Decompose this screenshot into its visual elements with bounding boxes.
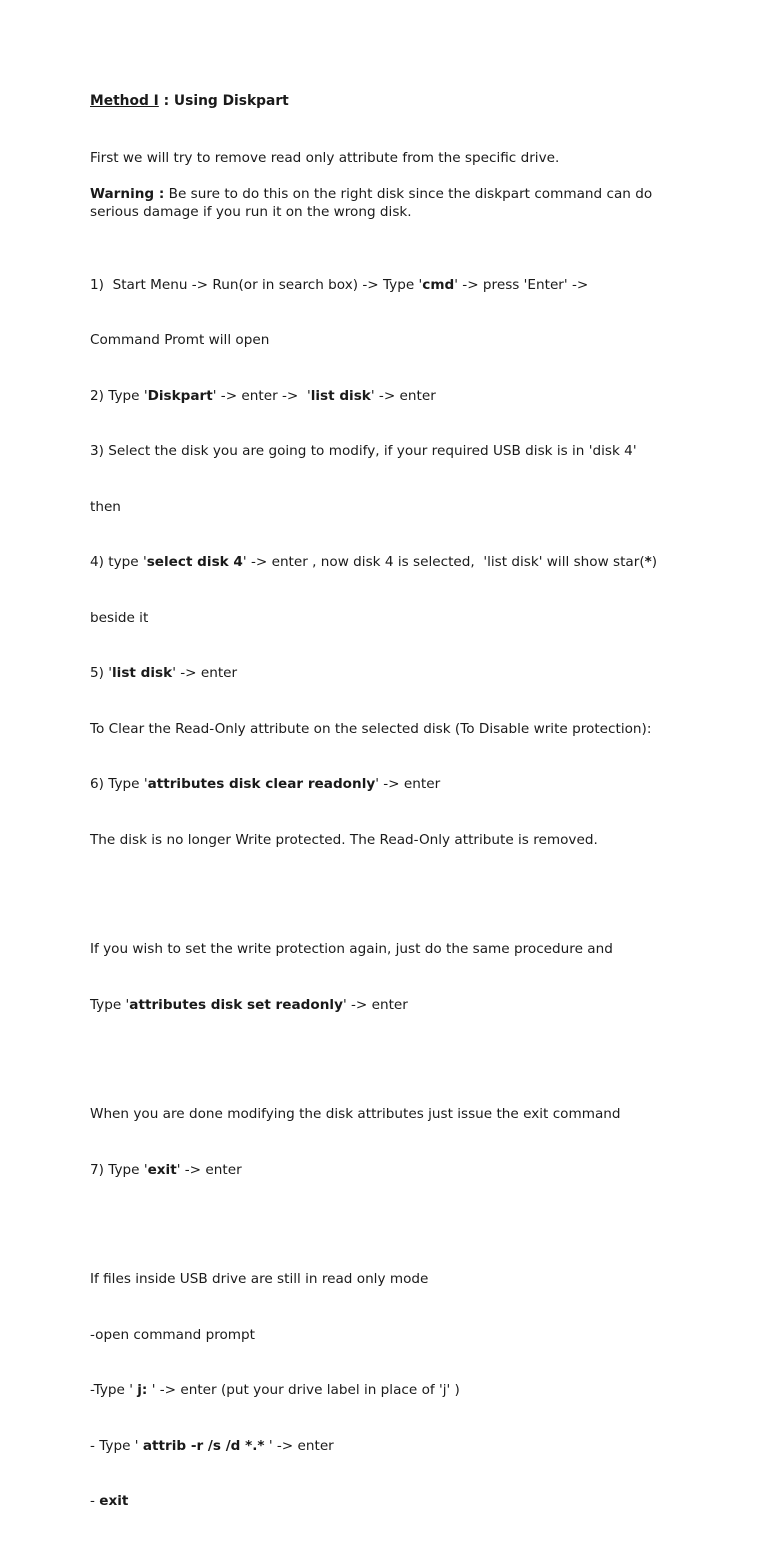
attrib-command: attrib -r /s /d *.* <box>142 1437 265 1454</box>
exit-line-2 <box>90 1161 730 1180</box>
step-6-command: attributes disk clear readonly <box>147 776 376 792</box>
exit-line-1: When you are done modifying the disk attributes just issue the exit command <box>90 1106 621 1122</box>
step-4-line-2: beside it <box>90 609 149 626</box>
reprotect-block <box>90 903 730 1051</box>
step-2-text-mid: ' -> enter -> ' <box>212 387 311 404</box>
readonly-line-2: -open command prompt <box>90 1326 256 1343</box>
readonly-line-5 <box>90 1492 730 1511</box>
step-2-text-after: ' -> enter <box>370 387 436 404</box>
step-5-line <box>90 664 730 683</box>
step-1-text-after: ' -> press 'Enter' -> <box>454 276 589 293</box>
exit-block <box>90 1068 730 1216</box>
step-2-line <box>90 387 730 406</box>
step-2-text: 2) Type ' <box>90 387 148 404</box>
step-7-text: 7) Type ' <box>90 1161 148 1178</box>
step-1-line-1 <box>90 276 730 295</box>
reprotect-line-1: If you wish to set the write protection again, just do the same procedure and <box>90 941 613 957</box>
step-4-line-1 <box>90 553 730 572</box>
readonly-line-3 <box>90 1381 730 1400</box>
drive-text: -Type ' <box>90 1382 138 1398</box>
step-5-command: list disk <box>112 665 173 681</box>
result-line: The disk is no longer Write protected. The Read-Only attribute is removed. <box>90 831 598 848</box>
attrib-text-after: ' -> enter <box>264 1437 334 1454</box>
step-7-command: exit <box>147 1161 177 1178</box>
clear-readonly-line: To Clear the Read-Only attribute on the selected disk (To Disable write protection): <box>90 720 652 737</box>
step-6-text-after: ' -> enter <box>375 776 441 792</box>
step-4-text-after: ) <box>651 554 658 570</box>
step-6-line <box>90 775 730 794</box>
document-page <box>90 90 730 1548</box>
readonly-line-1: If files inside USB drive are still in read only mode <box>90 1271 429 1287</box>
warning-paragraph <box>90 185 730 222</box>
warning-label: Warning : <box>90 185 165 202</box>
step-1-text: 1) Start Menu -> Run(or in search box) -> Type ' <box>90 276 423 293</box>
steps-block <box>90 239 730 887</box>
step-6-text: 6) Type ' <box>90 776 148 792</box>
step-4-text-mid: ' -> enter , now disk 4 is selected, 'list disk' will show star( <box>242 554 645 570</box>
readonly-block <box>90 1233 730 1548</box>
exit-dash: - <box>90 1493 100 1509</box>
warning-text: Be sure to do this on the right disk since the diskpart command can do <box>164 185 653 202</box>
reprotect-line-2 <box>90 996 730 1015</box>
exit-command: exit <box>99 1493 129 1509</box>
drive-text-after: ' -> enter (put your drive label in place of 'j' ) <box>147 1382 460 1398</box>
step-4-text: 4) type ' <box>90 554 147 570</box>
reprotect-text-after: ' -> enter <box>342 996 408 1013</box>
attrib-text: - Type ' <box>90 1437 143 1454</box>
step-1-command: cmd <box>422 276 455 293</box>
step-2-command-2: list disk <box>310 387 371 404</box>
title-text: Using Diskpart <box>173 93 289 109</box>
step-3-line-1: 3) Select the disk you are going to modify, if your required USB disk is in 'disk 4' <box>90 443 637 459</box>
warning-line-1 <box>90 185 730 204</box>
step-2-command-1: Diskpart <box>147 387 213 404</box>
title-separator: : <box>158 93 174 109</box>
drive-command: j: <box>137 1382 148 1398</box>
step-5-text: 5) ' <box>90 665 113 681</box>
warning-line-2: serious damage if you run it on the wrong disk. <box>90 204 412 220</box>
method-label: Method I <box>90 93 159 109</box>
step-5-text-after: ' -> enter <box>172 665 238 681</box>
reprotect-command: attributes disk set readonly <box>129 996 343 1013</box>
step-1-line-2: Command Promt will open <box>90 332 270 348</box>
step-3-line-2: then <box>90 498 121 515</box>
reprotect-text: Type ' <box>90 996 130 1013</box>
readonly-line-4 <box>90 1437 730 1456</box>
page-title <box>90 90 730 112</box>
intro-paragraph: First we will try to remove read only attribute from the specific drive. <box>90 150 560 166</box>
step-4-command: select disk 4 <box>146 554 243 570</box>
step-7-text-after: ' -> enter <box>176 1161 242 1178</box>
step-4-star: * <box>644 554 652 570</box>
